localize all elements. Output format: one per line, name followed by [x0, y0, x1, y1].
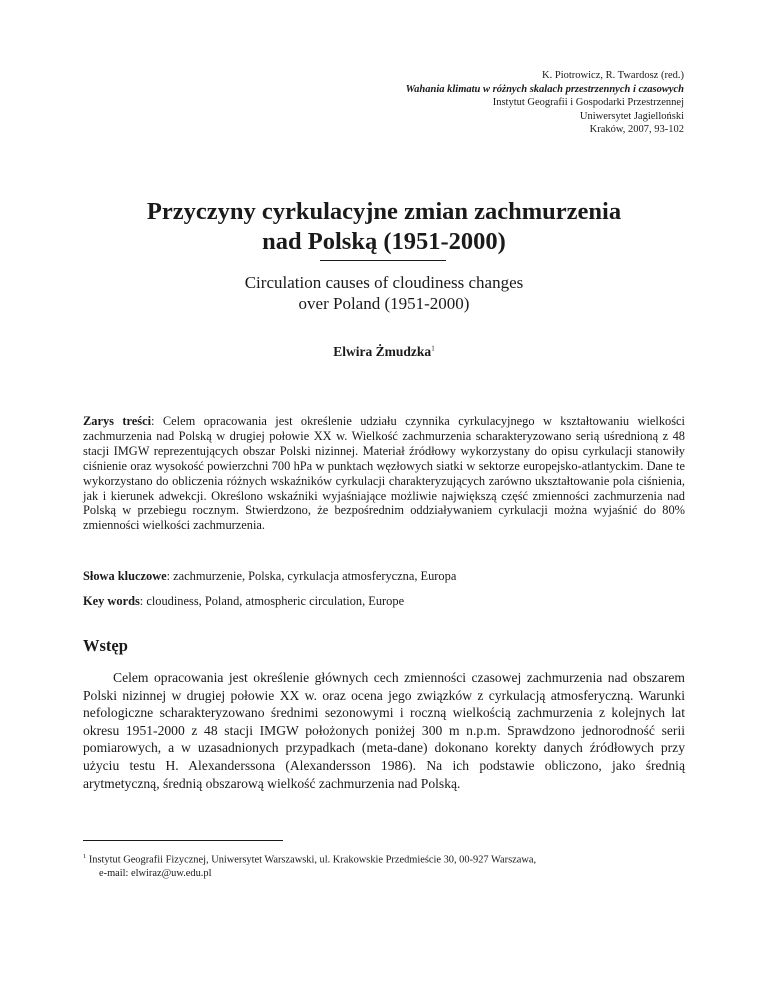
body-paragraph: Celem opracowania jest określenie głównych cech zmienności czasowej zachmurzenia nad obszarem Polski nizinnej w drugiej połowie XX w. oraz ocena jego związków z cyrkulacją atmosferyczną. Warunki nefologiczne scharakteryzowano średnimi sezonowymi i roczną wielkością zachmurzenia z kolejnych lat okresu 1951-2000 z 48 stacji IMGW położonych poniżej 300 m n.p.m. Sprawdzono jednorodność serii pomiarowych, a w uzasadnionych przypadkach (meta-dane) dokonano korekty danych źródłowych przy użyciu testu H. Alexanderssona (Alexandersson 1986). Na ich podstawie obliczono, jako średnią arytmetyczną, średnią obszarową wielkość zachmurzenia nad Polską. [83, 670, 685, 791]
footnote-divider [83, 840, 283, 841]
paper-subtitle [0, 272, 768, 314]
footnote-mark: 1 [83, 853, 87, 860]
keywords-polish [83, 569, 685, 584]
author-footnote-mark: 1 [431, 344, 435, 353]
paper-title [0, 197, 768, 257]
title-line-2: nad Polską (1951-2000) [262, 228, 506, 255]
citation-header [406, 69, 684, 137]
footnote-line-1: Instytut Geografii Fizycznej, Uniwersytet Warszawski, ul. Krakowskie Przedmieście 30, 00-927 Warszawa, [86, 854, 537, 866]
abstract-label: Zarys treści [83, 414, 152, 428]
header-place-year-pages: Kraków, 2007, 93-102 [589, 124, 684, 136]
header-university: Uniwersytet Jagielloński [579, 110, 684, 122]
section-heading: Wstęp [83, 636, 128, 655]
subtitle-line-2: over Poland (1951-2000) [298, 294, 470, 313]
footnote-line-2: e-mail: elwiraz@uw.edu.pl [99, 868, 212, 880]
abstract-text: : Celem opracowania jest określenie udziału czynnika cyrkulacyjnego w kształtowaniu wielkości zachmurzenia nad Polską w drugiej połowie XX w. Wielkość zachmurzenia scharakteryzowano serią uśrednioną z 48 stacji IMGW reprezentujących obszar Polski nizinnej. Materiał źródłowy wykorzystany do opisu cyrkulacji stanowiły ciśnienie oraz wysokość powierzchni 700 hPa w punktach węzłowych siatki w sektorze europejsko-atlantyckim. Dane te wykorzystano do obliczenia różnych wskaźników cyrkulacji charakteryzujących zarówno ukształtowanie pola ciśnienia, jak i kierunek adwekcji. Określono wskaźniki wyjaśniające możliwie największą część zmienności zachmurzenia nad Polską w przebiegu rocznym. Stwierdzono, że bezpośrednim oddziaływaniem cyrkulacji można wyjaśnić do 80% zmienności wielkości zachmurzenia. [83, 414, 685, 533]
title-line-1: Przyczyny cyrkulacyjne zmian zachmurzenia [146, 198, 622, 225]
abstract [83, 414, 685, 533]
subtitle-line-1: Circulation causes of cloudiness changes [244, 273, 524, 292]
header-editors: K. Piotrowicz, R. Twardosz (red.) [542, 70, 684, 81]
keywords-en-text: : cloudiness, Poland, atmospheric circulation, Europe [139, 594, 405, 608]
author-name: Elwira Żmudzka [333, 344, 432, 359]
footnote [83, 850, 685, 881]
title-divider [320, 260, 446, 261]
keywords-en-label: Key words [83, 594, 140, 608]
header-book-title: Wahania klimatu w różnych skalach przestrzennych i czasowych [405, 83, 684, 95]
author [0, 344, 768, 360]
header-institute: Instytut Geografii i Gospodarki Przestrzennej [492, 97, 684, 109]
keywords-pl-text: : zachmurzenie, Polska, cyrkulacja atmosferyczna, Europa [166, 569, 457, 583]
keywords-english [83, 594, 685, 609]
keywords-pl-label: Słowa kluczowe [83, 569, 167, 583]
